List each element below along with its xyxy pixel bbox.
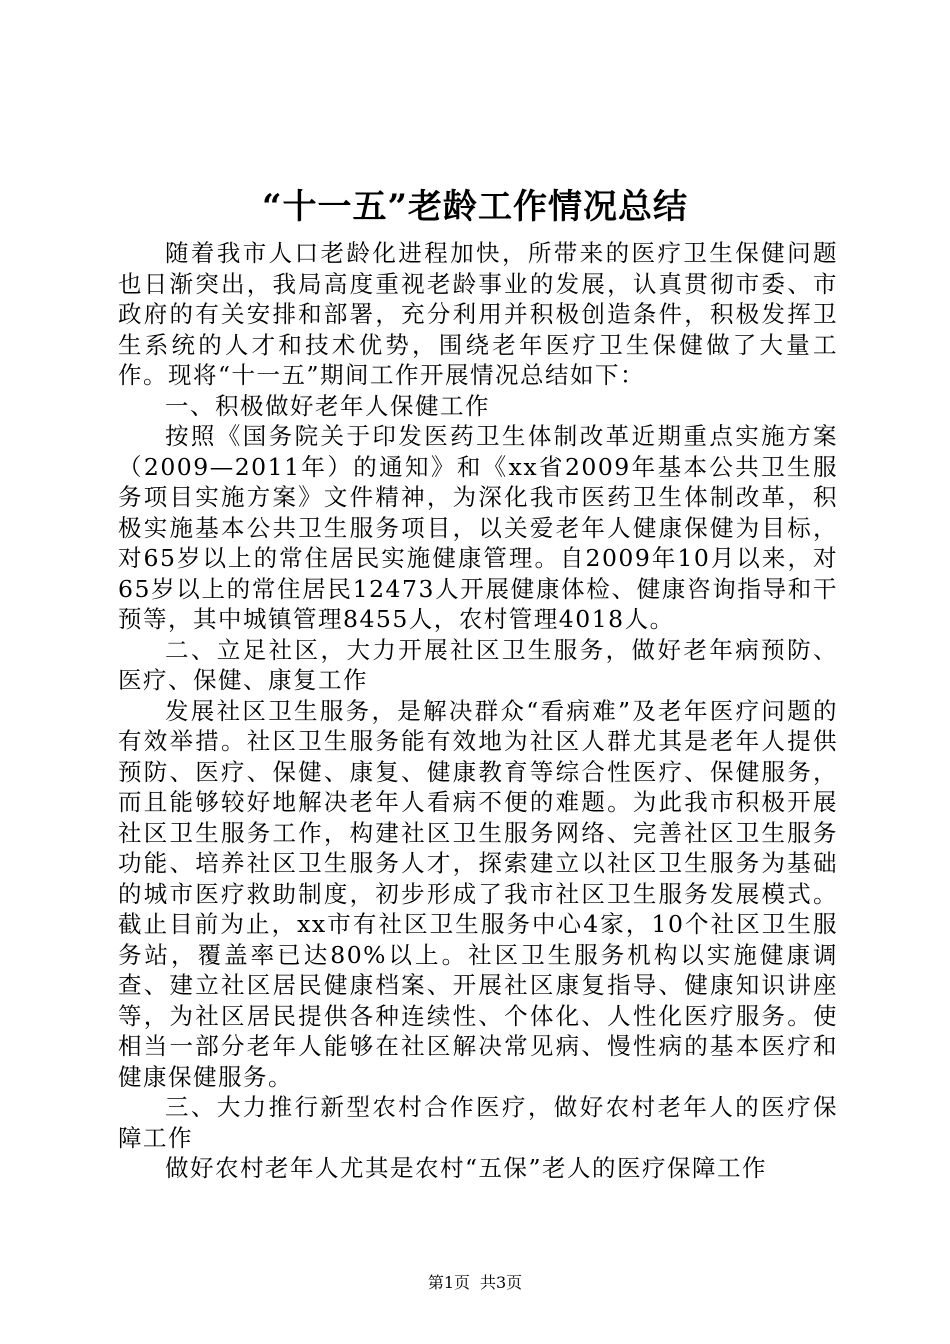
section-heading-1: 一、积极做好老年人保健工作: [165, 391, 490, 420]
section-heading-2: 二、立足社区，大力开展社区卫生服务，做好老年病预防、医疗、保健、康复工作: [118, 635, 838, 694]
section-heading-3: 三、大力推行新型农村合作医疗，做好农村老年人的医疗保障工作: [118, 1093, 838, 1152]
document-body: [118, 238, 838, 1184]
section-3-paragraph: 做好农村老年人尤其是农村“五保”老人的医疗保障工作: [165, 1154, 768, 1182]
page-total: 共3页: [480, 1273, 523, 1292]
page-footer: [0, 1272, 950, 1294]
section-2-paragraph: 发展社区卫生服务，是解决群众“看病难”及老年医疗问题的有效举措。社区卫生服务能有效地为社区人群尤其是老年人提供预防、医疗、保健、康复、健康教育等综合性医疗、保健服务，而且能够较好地解决老年人看病不便的难题。为此我市积极开展社区卫生服务工作，构建社区卫生服务网络、完善社区卫生服务功能、培养社区卫生服务人才，探索建立以社区卫生服务为基础的城市医疗救助制度，初步形成了我市社区卫生服务发展模式。截止目前为止，xx市有社区卫生服务中心4家，10个社区卫生服务站，覆盖率已达80%以上。社区卫生服务机构以实施健康调查、建立社区居民健康档案、开展社区康复指导、健康知识讲座等，为社区居民提供各种连续性、个体化、人性化医疗服务。使相当一部分老年人能够在社区解决常见病、慢性病的基本医疗和健康保健服务。: [118, 696, 838, 1091]
document-title: “十一五”老龄工作情况总结: [261, 187, 689, 227]
page-number: 第1页: [427, 1273, 470, 1292]
intro-paragraph: 随着我市人口老龄化进程加快，所带来的医疗卫生保健问题也日渐突出，我局高度重视老龄事业的发展，认真贯彻市委、市政府的有关安排和部署，充分利用并积极创造条件，积极发挥卫生系统的人才和技术优势，围绕老年医疗卫生保健做了大量工作。现将“十一五”期间工作开展情况总结如下：: [118, 239, 838, 389]
section-1-paragraph: 按照《国务院关于印发医药卫生体制改革近期重点实施方案（2009—2011年）的通知》和《xx省2009年基本公共卫生服务项目实施方案》文件精神，为深化我市医药卫生体制改革，积极实施基本公共卫生服务项目，以关爱老年人健康保健为目标，对65岁以上的常住居民实施健康管理。自2009年10月以来，对65岁以上的常住居民12473人开展健康体检、健康咨询指导和干预等，其中城镇管理8455人，农村管理4018人。: [118, 422, 838, 633]
